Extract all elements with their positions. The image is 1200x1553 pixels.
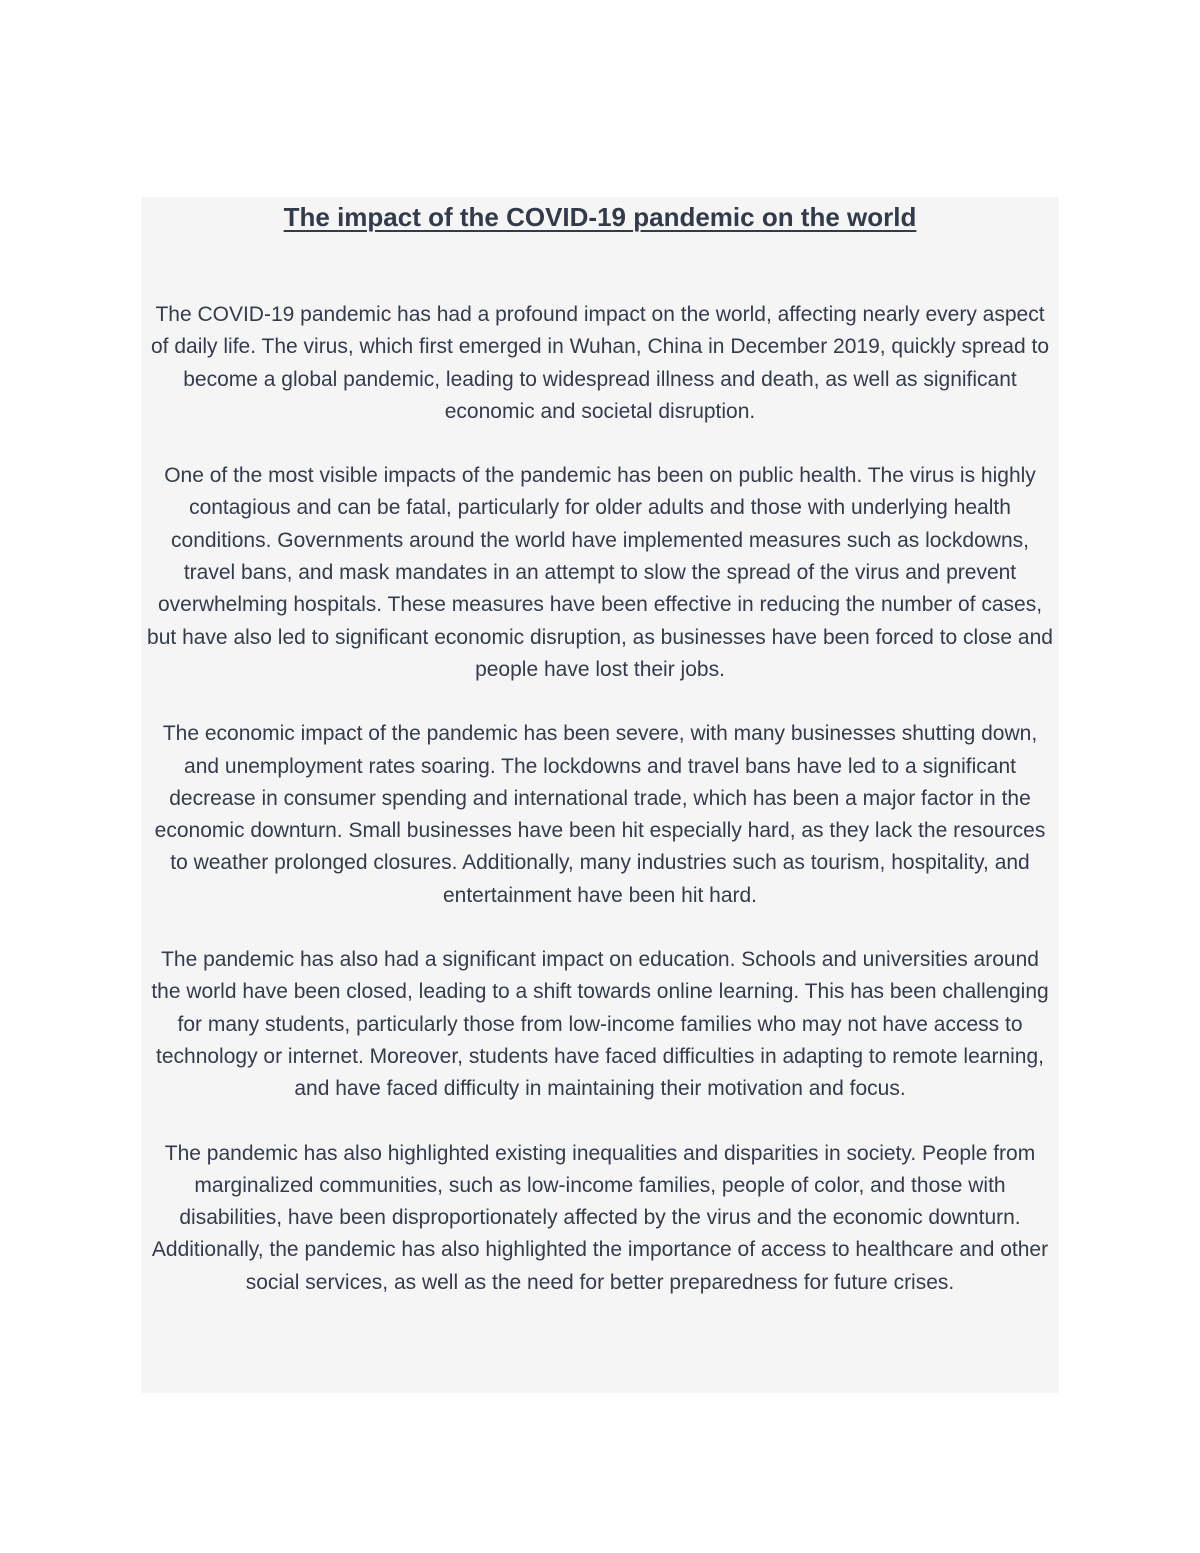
paragraph-intro: The COVID-19 pandemic has had a profound impact on the world, affecting nearly every aspect of daily life. The virus, which first emerged in Wuhan, China in December 2019, quickly spread to become a global pandemic, leading to widespread illness and death, as well as significant economic and societal disruption. <box>151 303 1049 423</box>
paragraph-economic-impact: The economic impact of the pandemic has been severe, with many businesses shutting down, and unemployment rates soaring. The lockdowns and travel bans have led to a significant decrease in consumer spending and international trade, which has been a major factor in the economic downturn. Small businesses have been hit especially hard, as they lack the resources to weather prolonged closures. Additionally, many industries such as tourism, hospitality, and entertainment have been hit hard. <box>154 722 1046 907</box>
document-body <box>141 197 1059 1393</box>
document-title: The impact of the COVID-19 pandemic on the world <box>283 202 917 232</box>
paragraph-inequalities: The pandemic has also highlighted existing inequalities and disparities in society. People from marginalized communities, such as low-income families, people of color, and those with disabilities, have been disproportionately affected by the virus and the economic downturn. Additionally, the pandemic has also highlighted the importance of access to healthcare and other social services, as well as the need for better preparedness for future crises. <box>151 1141 1049 1294</box>
document-text <box>147 299 1053 1299</box>
paragraph-public-health: One of the most visible impacts of the pandemic has been on public health. The virus is highly contagious and can be fatal, particularly for older adults and those with underlying health conditions. Governments around the world have implemented measures such as lockdowns, travel bans, and mask mandates in an attempt to slow the spread of the virus and prevent overwhelming hospitals. These measures have been effective in reducing the number of cases, but have also led to significant economic disruption, as businesses have been forced to close and people have lost their jobs. <box>147 464 1053 681</box>
paragraph-education: The pandemic has also had a significant impact on education. Schools and universities around the world have been closed, leading to a shift towards online learning. This has been challenging for many students, particularly those from low-income families who may not have access to technology or internet. Moreover, students have faced difficulties in adapting to remote learning, and have faced difficulty in maintaining their motivation and focus. <box>151 948 1049 1101</box>
